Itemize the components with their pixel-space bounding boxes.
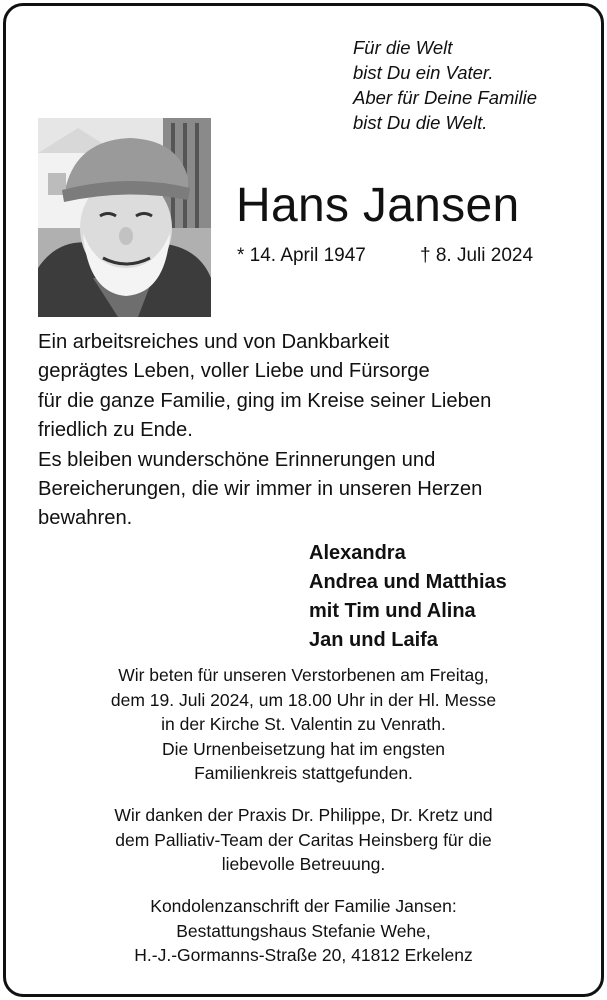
memorial-quote — [353, 35, 593, 135]
quote-line: bist Du ein Vater. — [353, 62, 494, 83]
thanks-line: liebevolle Betreuung. — [221, 854, 386, 874]
death-date: † 8. Juli 2024 — [420, 245, 534, 266]
mourner-line: Alexandra — [309, 542, 406, 564]
condolence-address — [30, 894, 577, 968]
quote-line: Für die Welt — [353, 37, 453, 58]
memorial-message — [38, 328, 578, 534]
mourners-list — [309, 539, 599, 655]
mourner-line: Andrea und Matthias — [309, 571, 507, 593]
thanks-notice — [30, 803, 577, 877]
message-line: Es bleiben wunderschöne Erinnerungen und — [38, 448, 436, 471]
service-line: Wir beten für unseren Verstorbenen am Freitag, — [118, 665, 489, 685]
thanks-line: Wir danken der Praxis Dr. Philippe, Dr. Kretz und — [114, 805, 493, 825]
condolence-line: H.-J.-Gormanns-Straße 20, 41812 Erkelenz — [134, 945, 473, 965]
mourner-line: mit Tim und Alina — [309, 600, 476, 622]
message-line: Ein arbeitsreiches und von Dankbarkeit — [38, 331, 390, 353]
condolence-line: Kondolenzanschrift der Familie Jansen: — [150, 896, 457, 916]
message-line: Bereicherungen, die wir immer in unseren Herzen — [38, 478, 483, 501]
quote-line: bist Du die Welt. — [353, 112, 488, 133]
message-line: geprägtes Leben, voller Liebe und Fürsorge — [38, 360, 430, 383]
service-line: dem 19. Juli 2024, um 18.00 Uhr in der Hl. Messe — [110, 689, 497, 710]
mourner-line: Jan und Laifa — [309, 629, 438, 651]
message-line: bewahren. — [38, 507, 133, 530]
message-line: friedlich zu Ende. — [38, 419, 193, 442]
service-line: in der Kirche St. Valentin zu Venrath. — [161, 714, 446, 734]
birth-date: * 14. April 1947 — [237, 245, 366, 266]
service-notice — [30, 663, 577, 786]
portrait-photo — [38, 118, 211, 317]
condolence-line: Bestattungshaus Stefanie Wehe, — [176, 920, 431, 941]
service-line: Die Urnenbeisetzung hat im engsten — [161, 738, 446, 759]
deceased-name: Hans Jansen — [236, 179, 520, 232]
quote-line: Aber für Deine Familie — [353, 87, 538, 108]
service-line: Familienkreis stattgefunden. — [194, 763, 413, 783]
thanks-line: dem Palliativ-Team der Caritas Heinsberg für die — [115, 829, 492, 850]
message-line: für die ganze Familie, ging im Kreise seiner Lieben — [38, 389, 492, 412]
